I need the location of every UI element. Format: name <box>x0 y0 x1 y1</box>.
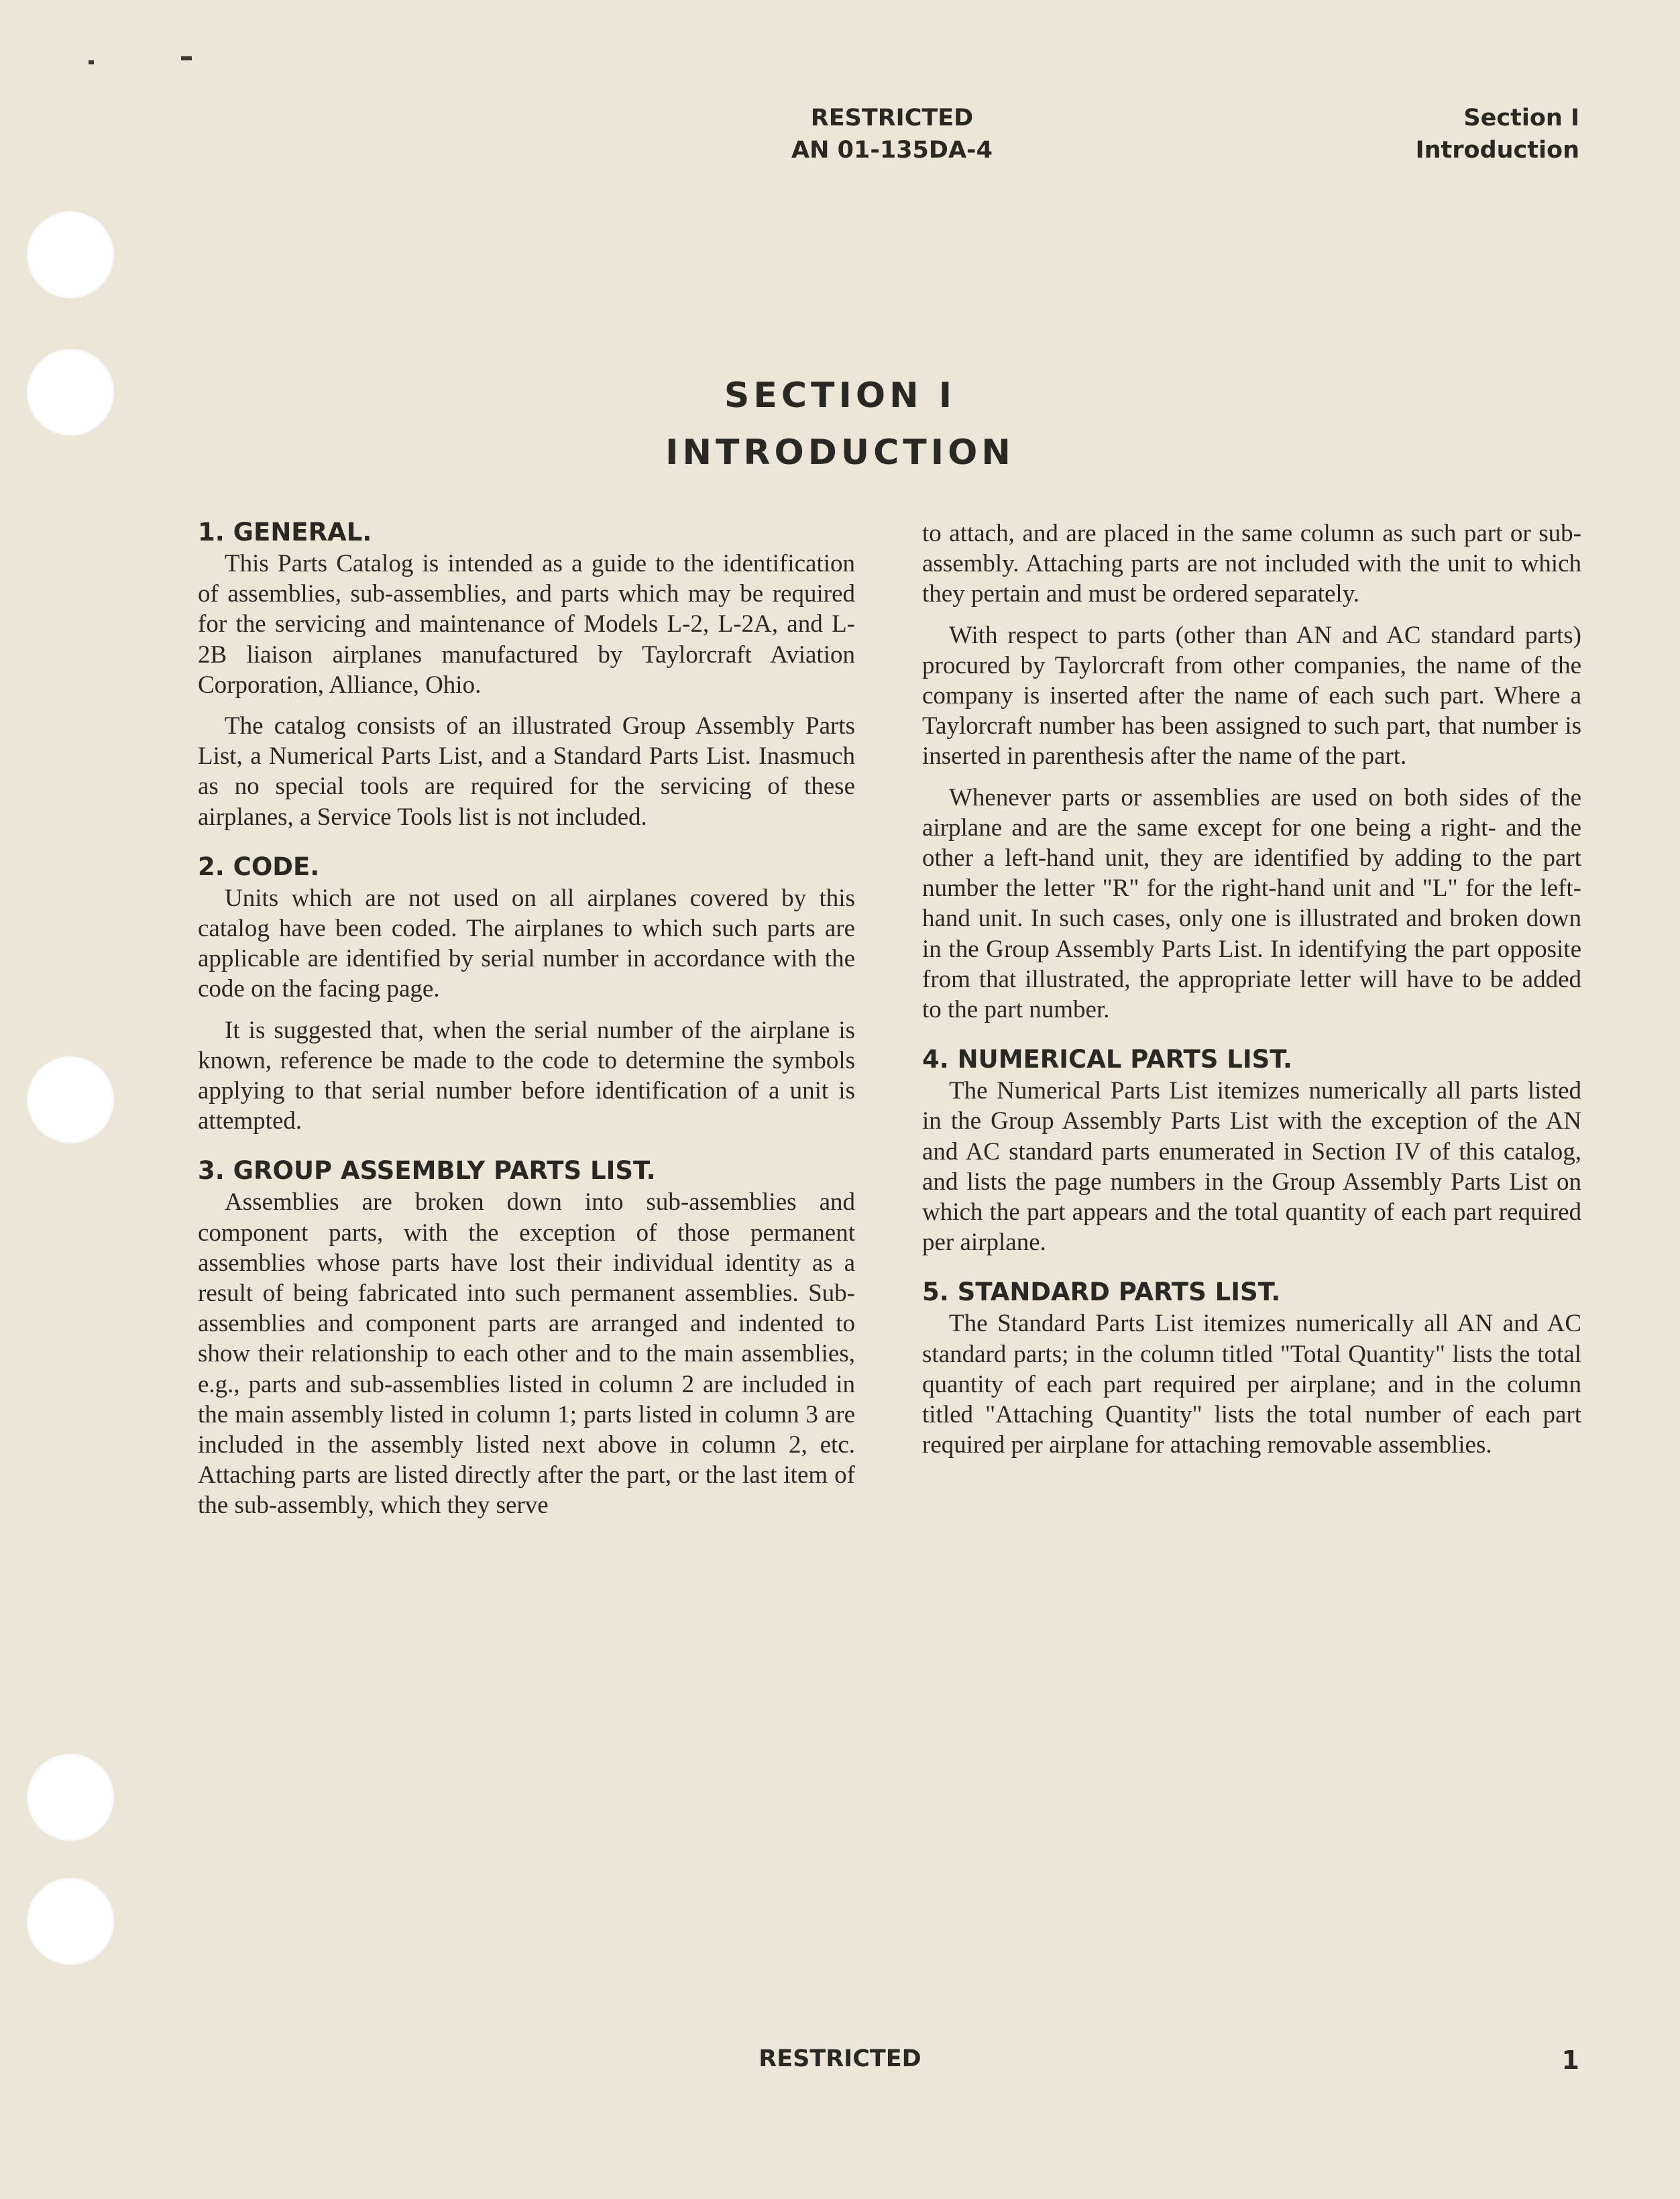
header-section-title: Introduction <box>1415 137 1579 164</box>
header-section-label <box>1416 102 1579 166</box>
group-paragraph-1-part-1: Assemblies are broken down into sub-assemblies and component parts, with the exception of those permanent assemblies whose parts have lost their individual identity as a result of being fabricated into such permanent assemblies. Sub-assemblies and component parts are arranged and indented to show their relationship to each other and to the main assemblies, e.g., parts and sub-assemblies listed in column 2 are included in the main assembly listed in column 1; parts listed in column 3 are included in the assembly listed next above in column 2, etc. Attaching parts are listed directly after the part, or the last item of the sub-assembly, which they serve <box>198 1188 855 1520</box>
heading-numerical-parts: 4. NUMERICAL PARTS LIST. <box>922 1045 1292 1074</box>
general-paragraph-1: This Parts Catalog is intended as a guide to the identification of assemblies, sub-assemblies, and parts which may be required for the servicing and maintenance of Models L-2, L-2A, and L-2B liaison airplanes manufactured by Taylorcraft Aviation Corporation, Alliance, Ohio. <box>198 550 855 699</box>
heading-standard-parts: 5. STANDARD PARTS LIST. <box>922 1278 1281 1307</box>
numerical-paragraph-1: The Numerical Parts List itemizes numerically all parts listed in the Group Assembly Parts List with the exception of the AN and AC standard parts enumerated in Section IV of this catalog, and lists the page numbers in the Group Assembly Parts List on which the part appears and the total quantity of each part required per airplane. <box>922 1077 1581 1257</box>
page-title-introduction: INTRODUCTION <box>665 433 1015 473</box>
header-document-number: AN 01-135DA-4 <box>791 137 993 164</box>
scan-speck <box>181 56 192 60</box>
code-paragraph-1: Units which are not used on all airplanes covered by this catalog have been coded. The airplanes to which such parts are applicable are identified by serial number in accordance with the code on the facing page. <box>198 884 855 1003</box>
footer-restricted: RESTRICTED <box>759 2045 921 2072</box>
header-restricted: RESTRICTED <box>810 105 974 131</box>
punch-hole <box>27 1754 114 1841</box>
page-title-section: SECTION I <box>724 376 956 416</box>
punch-hole <box>27 1056 114 1143</box>
code-paragraph-2: It is suggested that, when the serial number of the airplane is known, reference be made to the code to determine the symbols applying to that serial number before identification of a unit is attempted. <box>198 1016 855 1135</box>
group-paragraph-1-part-2: to attach, and are placed in the same column as such part or sub-assembly. Attaching parts are not included with the unit to which they pertain and must be ordered separately. <box>922 520 1581 608</box>
general-paragraph-2: The catalog consists of an illustrated Group Assembly Parts List, a Numerical Parts List, and a Standard Parts List. Inasmuch as no special tools are required for the servicing of these airplanes, a Service Tools list is not included. <box>198 712 855 831</box>
punch-hole <box>27 1878 114 1965</box>
page-number: 1 <box>1561 2045 1579 2075</box>
left-column <box>198 516 855 1521</box>
group-paragraph-3: Whenever parts or assemblies are used on both sides of the airplane and are the same except for one being a right- and the other a left-hand unit, they are identified by adding to the part number the letter "R" for the right-hand unit and "L" for the left-hand unit. In such cases, only one is illustrated and broken down in the Group Assembly Parts List. In identifying the part opposite from that illustrated, the appropriate letter will have to be added to the part number. <box>922 783 1581 1024</box>
punch-hole <box>27 211 114 298</box>
heading-code: 2. CODE. <box>198 852 320 881</box>
scan-speck <box>89 60 94 64</box>
standard-paragraph-1: The Standard Parts List itemizes numerically all AN and AC standard parts; in the column titled "Total Quantity" lists the total quantity of each part required per airplane; and in the column titled "Attaching Quantity" lists the total number of each part required per airplane for attaching removable assemblies. <box>922 1310 1581 1459</box>
heading-group-assembly: 3. GROUP ASSEMBLY PARTS LIST. <box>198 1156 656 1186</box>
group-paragraph-2: With respect to parts (other than AN and AC standard parts) procured by Taylorcraft from other companies, the name of the company is inserted after the name of each such part. Where a Taylorcraft number has been assigned to such part, that number is inserted in parenthesis after the name of the part. <box>922 621 1581 771</box>
header-section: Section I <box>1463 105 1579 131</box>
header-classification <box>691 102 1093 166</box>
heading-general: 1. GENERAL. <box>198 518 372 547</box>
right-column <box>922 516 1581 1460</box>
